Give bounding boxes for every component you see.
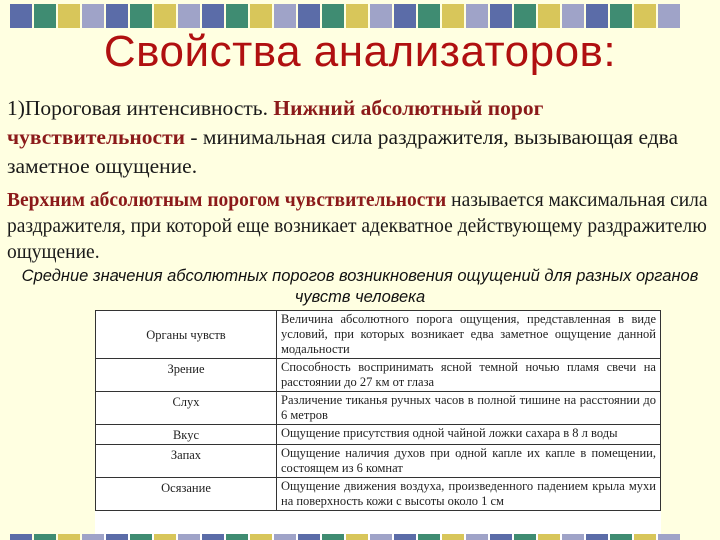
decoration-segment: [250, 4, 272, 28]
organ-cell: Запах: [96, 445, 277, 478]
decoration-segment: [418, 4, 440, 28]
decoration-segment: [202, 534, 224, 540]
decoration-segment: [490, 534, 512, 540]
decoration-segment: [442, 534, 464, 540]
decoration-segment: [394, 534, 416, 540]
table-row: [96, 392, 661, 425]
paragraph-upper-threshold: [7, 188, 713, 266]
organ-cell: Зрение: [96, 359, 277, 392]
thresholds-table-container: [95, 310, 661, 540]
table-row: [96, 425, 661, 445]
decoration-segment: [658, 4, 680, 28]
decoration-segment: [202, 4, 224, 28]
decoration-segment: [82, 534, 104, 540]
decoration-segment: [154, 534, 176, 540]
decoration-segment: [322, 534, 344, 540]
decoration-segment: [562, 534, 584, 540]
decoration-segment: [226, 534, 248, 540]
decoration-segment: [10, 534, 32, 540]
decoration-segment: [10, 4, 32, 28]
decoration-segment: [130, 4, 152, 28]
decoration-segment: [634, 4, 656, 28]
decoration-segment: [490, 4, 512, 28]
decoration-segment: [58, 4, 80, 28]
decoration-segment: [226, 4, 248, 28]
decoration-segment: [610, 534, 632, 540]
decoration-segment: [394, 4, 416, 28]
decoration-segment: [130, 534, 152, 540]
decoration-segment: [34, 4, 56, 28]
decoration-segment: [442, 4, 464, 28]
slide-title: Свойства анализаторов:: [103, 27, 617, 76]
top-decoration-bar: [10, 4, 682, 28]
decoration-segment: [274, 534, 296, 540]
desc-cell: Ощущение движения воздуха, произведенного падением крыла мухи на поверхность кожи с высоты около 1 см: [277, 478, 661, 511]
bottom-decoration-bar: [10, 534, 682, 540]
header-organ-cell: Органы чувств: [96, 311, 277, 359]
decoration-segment: [250, 534, 272, 540]
decoration-segment: [106, 4, 128, 28]
table-row: [96, 359, 661, 392]
upper-threshold-term: Верхним абсолютным порогом чувствительности: [7, 190, 447, 211]
decoration-segment: [178, 534, 200, 540]
decoration-segment: [418, 534, 440, 540]
decoration-segment: [562, 4, 584, 28]
paragraph1-rest: - минимальная сила раздражителя, вызывающая едва заметное ощущение.: [7, 125, 679, 178]
desc-cell: Ощущение наличия духов при одной капле их капле в помещении, состоящем из 6 комнат: [277, 445, 661, 478]
decoration-segment: [514, 4, 536, 28]
decoration-segment: [634, 534, 656, 540]
decoration-segment: [466, 534, 488, 540]
desc-cell: Различение тиканья ручных часов в полной тишине на расстоянии до 6 метров: [277, 392, 661, 425]
organ-cell: Слух: [96, 392, 277, 425]
decoration-segment: [322, 4, 344, 28]
decoration-segment: [370, 4, 392, 28]
header-desc-cell: Величина абсолютного порога ощущения, представленная в виде условий, при которых возникает едва заметное ощущение данной модальности: [277, 311, 661, 359]
decoration-segment: [154, 4, 176, 28]
decoration-segment: [274, 4, 296, 28]
decoration-segment: [58, 534, 80, 540]
table-row: [96, 445, 661, 478]
decoration-segment: [106, 534, 128, 540]
desc-cell: Ощущение присутствия одной чайной ложки сахара в 8 л воды: [277, 425, 661, 445]
decoration-segment: [586, 534, 608, 540]
decoration-segment: [346, 4, 368, 28]
lower-threshold-term: Нижний абсолютный порог чувствительности: [7, 96, 544, 149]
desc-cell: Способность воспринимать ясной темной ночью пламя свечи на расстоянии до 27 км от глаза: [277, 359, 661, 392]
paragraph2-rest: называется максимальная сила раздражителя, при которой еще возникает адекватное действующему раздражителю ощущение.: [7, 190, 708, 263]
decoration-segment: [538, 4, 560, 28]
decoration-segment: [538, 534, 560, 540]
decoration-segment: [658, 534, 680, 540]
table-caption: Средние значения абсолютных порогов возникновения ощущений для разных органов чувств человека: [21, 267, 699, 306]
organ-cell: Осязание: [96, 478, 277, 511]
paragraph-lower-threshold: [7, 94, 713, 181]
decoration-segment: [370, 534, 392, 540]
decoration-segment: [34, 534, 56, 540]
table-row: [96, 478, 661, 511]
decoration-segment: [514, 534, 536, 540]
thresholds-table: [95, 310, 661, 511]
decoration-segment: [82, 4, 104, 28]
decoration-segment: [298, 4, 320, 28]
decoration-segment: [586, 4, 608, 28]
decoration-segment: [610, 4, 632, 28]
organ-cell: Вкус: [96, 425, 277, 445]
decoration-segment: [298, 534, 320, 540]
decoration-segment: [346, 534, 368, 540]
table-header-row: [96, 311, 661, 359]
decoration-segment: [466, 4, 488, 28]
paragraph1-prefix: 1)Пороговая интенсивность.: [7, 96, 274, 120]
decoration-segment: [178, 4, 200, 28]
